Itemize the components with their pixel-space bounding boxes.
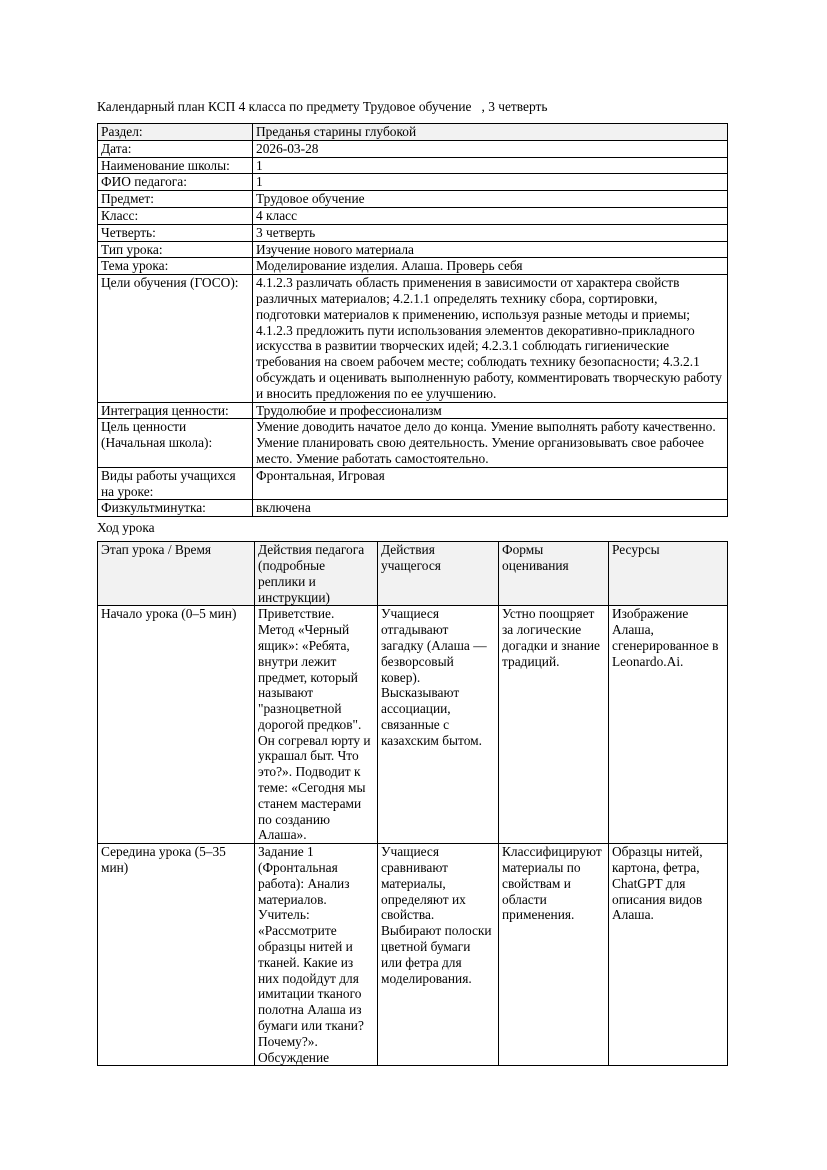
info-label: Наименование школы: (98, 157, 253, 174)
info-value: 1 (253, 157, 728, 174)
stage-cell: Начало урока (0–5 мин) (98, 606, 255, 844)
student-actions-cell: Учащиеся сравнивают материалы, определяют их свойства. Выбирают полоски цветной бумаги или фетра для моделирования. (378, 844, 499, 1066)
stage-cell: Середина урока (5–35 мин) (98, 844, 255, 1066)
table-row (98, 500, 728, 517)
info-value: Изучение нового материала (253, 241, 728, 258)
info-value: включена (253, 500, 728, 517)
table-row (98, 140, 728, 157)
info-value: 4.1.2.3 различать область применения в зависимости от характера свойств различных материалов; 4.2.1.1 определять технику сбора, сортировки, подготовки материалов к применению, используя разные методы и приемы; 4.1.2.3 предложить пути использования элементов декоративно-прикладного искусства в развитии творческих идей; 4.2.3.1 соблюдать гигиенические требования на своем рабочем месте; соблюдать технику безопасности; 4.3.2.1 обсуждать и оценивать выполненную работу, комментировать творческую работу и вносить предложения по ее улучшению. (253, 275, 728, 402)
info-label: Виды работы учащихся на уроке: (98, 467, 253, 500)
section-heading-hod-uroka: Ход урока (97, 520, 155, 536)
info-value: 1 (253, 174, 728, 191)
resources-cell: Образцы нитей, картона, фетра, ChatGPT для описания видов Алаша. (609, 844, 728, 1066)
student-actions-cell: Учащиеся отгадывают загадку (Алаша — безворсовый ковер). Высказывают ассоциации, связанные с казахским бытом. (378, 606, 499, 844)
table-row (98, 275, 728, 402)
page-title: Календарный план КСП 4 класса по предмету Трудовое обучение , 3 четверть (97, 99, 548, 114)
info-value: Моделирование изделия. Алаша. Проверь себя (253, 258, 728, 275)
assessment-cell: Устно поощряет за логические догадки и знание традиций. (499, 606, 609, 844)
assessment-cell: Классифицируют материалы по свойствам и области применения. (499, 844, 609, 1066)
info-label: Тема урока: (98, 258, 253, 275)
table-row (98, 124, 728, 141)
info-label: Дата: (98, 140, 253, 157)
table-row (98, 224, 728, 241)
info-label: ФИО педагога: (98, 174, 253, 191)
info-label: Класс: (98, 207, 253, 224)
lesson-stages-table (97, 541, 728, 1066)
info-value: Фронтальная, Игровая (253, 467, 728, 500)
info-value: 4 класс (253, 207, 728, 224)
info-value: Умение доводить начатое дело до конца. Умение выполнять работу качественно. Умение планировать свою деятельность. Умение организовывать свое рабочее место. Умение работать самостоятельно. (253, 419, 728, 467)
info-value: Преданья старины глубокой (253, 124, 728, 141)
info-label: Четверть: (98, 224, 253, 241)
info-label: Физкультминутка: (98, 500, 253, 517)
info-value: Трудолюбие и профессионализм (253, 402, 728, 419)
table-row (98, 419, 728, 467)
table-row (98, 606, 728, 844)
lesson-info-table (97, 123, 728, 517)
table-row (98, 258, 728, 275)
table-header-row (98, 542, 728, 606)
info-value: Трудовое обучение (253, 191, 728, 208)
resources-cell: Изображение Алаша, сгенерированное в Leonardo.Ai. (609, 606, 728, 844)
info-label: Интеграция ценности: (98, 402, 253, 419)
column-header-student-actions: Действия учащегося (378, 542, 499, 606)
info-label: Цель ценности (Начальная школа): (98, 419, 253, 467)
info-value: 3 четверть (253, 224, 728, 241)
column-header-teacher-actions: Действия педагога (подробные реплики и инструкции) (255, 542, 378, 606)
table-row (98, 174, 728, 191)
info-label: Раздел: (98, 124, 253, 141)
table-row (98, 402, 728, 419)
info-label: Тип урока: (98, 241, 253, 258)
table-row (98, 241, 728, 258)
table-row (98, 207, 728, 224)
table-row (98, 467, 728, 500)
column-header-stage: Этап урока / Время (98, 542, 255, 606)
table-row (98, 157, 728, 174)
teacher-actions-cell: Задание 1 (Фронтальная работа): Анализ материалов. Учитель: «Рассмотрите образцы нитей и тканей. Какие из них подойдут для имитации тканого полотна Алаша из бумаги или ткани? Почему?». Обсуждение (255, 844, 378, 1066)
document-content (97, 99, 727, 1066)
teacher-actions-cell: Приветствие. Метод «Черный ящик»: «Ребята, внутри лежит предмет, который называют "разноцветной дорогой предков". Он согревал юрту и украшал быт. Что это?». Подводит к теме: «Сегодня мы станем мастерами по созданию Алаша». (255, 606, 378, 844)
column-header-assessment: Формы оценивания (499, 542, 609, 606)
info-label: Цели обучения (ГОСО): (98, 275, 253, 402)
info-value: 2026-03-28 (253, 140, 728, 157)
table-row (98, 844, 728, 1066)
info-label: Предмет: (98, 191, 253, 208)
table-row (98, 191, 728, 208)
column-header-resources: Ресурсы (609, 542, 728, 606)
